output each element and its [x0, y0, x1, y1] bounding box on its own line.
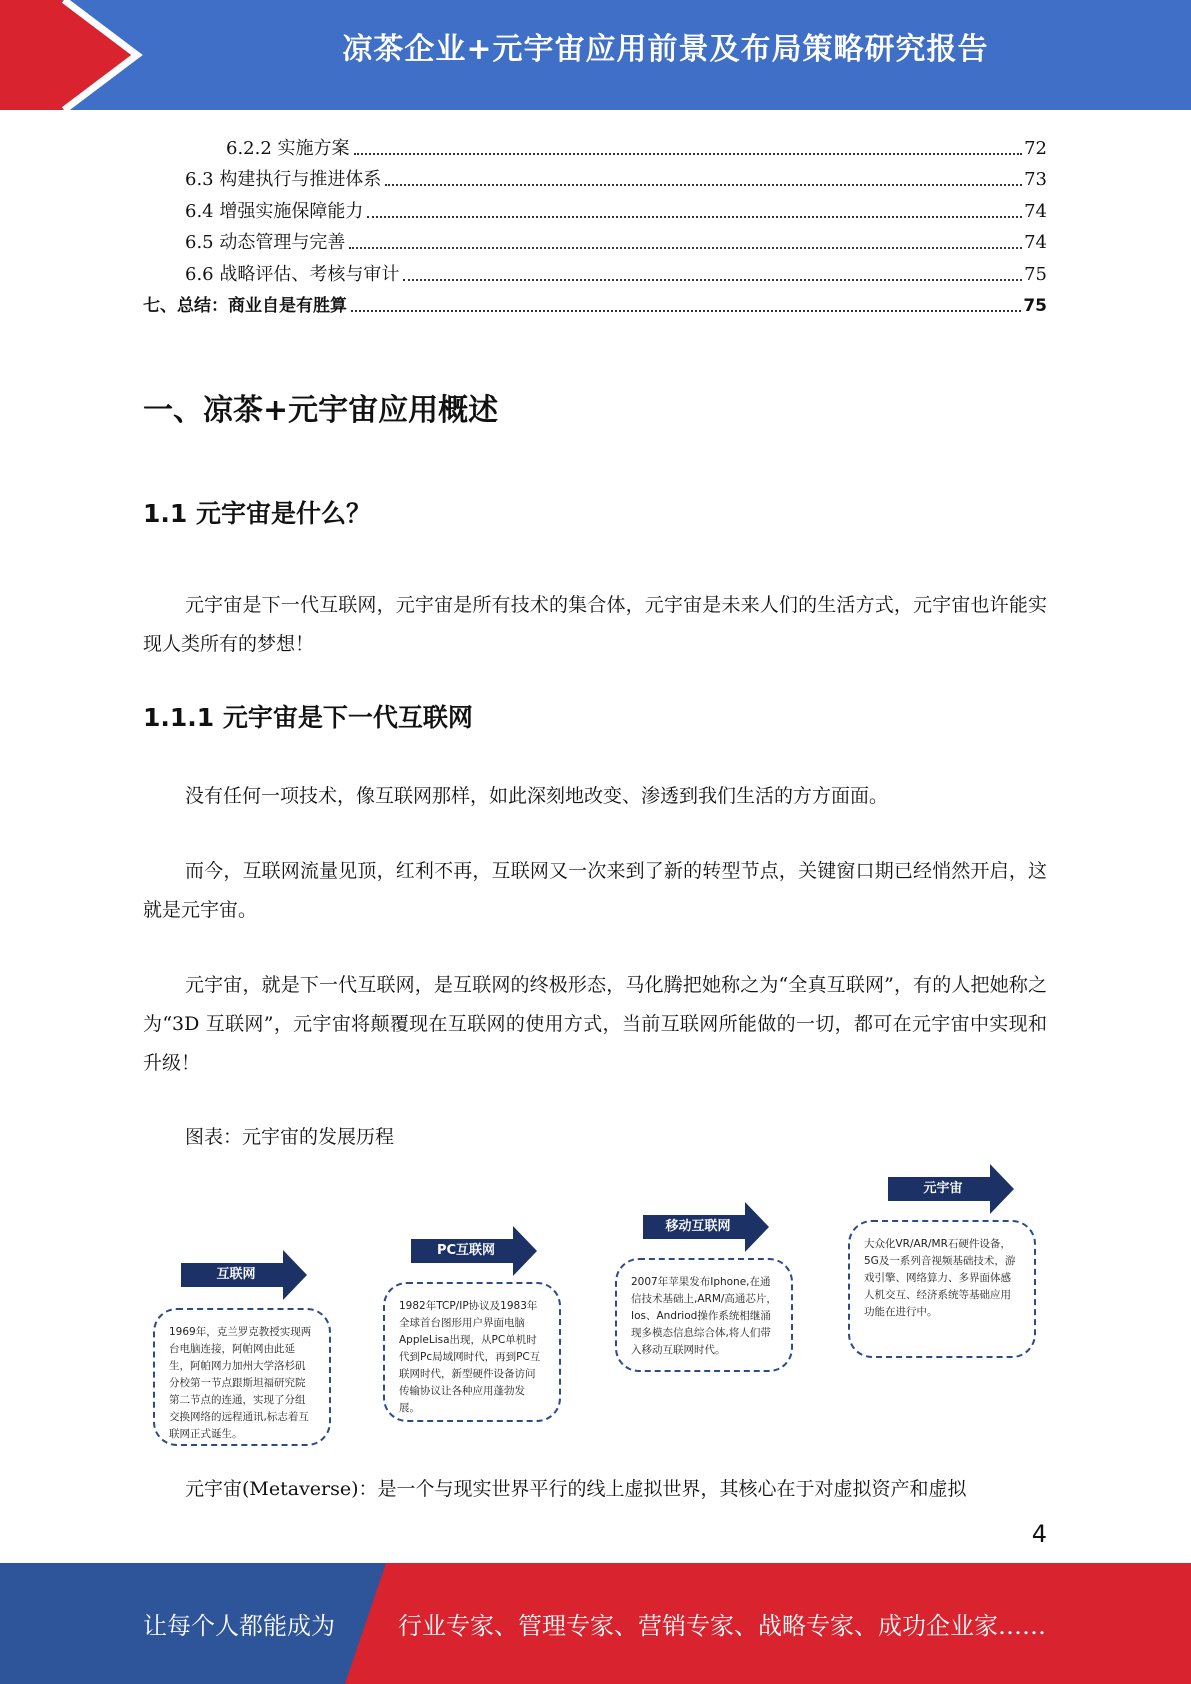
toc-entry-label: 6.5 动态管理与完善	[185, 232, 346, 253]
toc-entry-page: 75	[1023, 296, 1047, 316]
paragraph-metaverse-intro: 元宇宙(Metaverse)：是一个与现实世界平行的线上虚拟世界，其核心在于对虚拟资产和虚拟	[185, 1478, 967, 1500]
stage-label: 互联网	[216, 1267, 256, 1282]
toc-entry-label: 6.2.2 实施方案	[226, 137, 350, 159]
toc-leader-dots	[354, 153, 1023, 155]
toc-entry[interactable]	[143, 286, 1047, 318]
toc-entry-label: 6.6 战略评估、考核与审计	[185, 263, 400, 285]
section-heading-1-1: 1.1 元宇宙是什么？	[143, 499, 371, 528]
toc-entry[interactable]	[143, 254, 1047, 286]
toc-leader-dots	[385, 184, 1022, 186]
footer-slogan-left: 让每个人都能成为	[143, 1612, 335, 1640]
page-header	[0, 0, 1191, 110]
header-red-chevron	[0, 0, 150, 110]
toc-entry-page: 75	[1024, 263, 1047, 285]
stage-description: 1982年TCP/IP协议及1983年全球首台图形用户界面电脑AppleLisa出现，从PC单机时代到Pc局域网时代，再到PC互联网时代，新型硬件设备访问传输协议让各种应用蓬勃发展。	[383, 1282, 561, 1422]
toc-leader-dots	[403, 279, 1022, 281]
toc-entry-page: 74	[1024, 232, 1047, 253]
toc-entry-page: 72	[1024, 137, 1047, 159]
paragraph-internet-impact: 没有任何一项技术，像互联网那样，如此深刻地改变、渗透到我们生活的方方面面。	[185, 785, 889, 807]
section-heading-1-1-1: 1.1.1 元宇宙是下一代互联网	[143, 703, 473, 732]
stage-label: PC互联网	[436, 1243, 496, 1258]
stage-label: 移动互联网	[665, 1219, 731, 1234]
toc-entry[interactable]	[143, 128, 1047, 160]
stage-description: 2007年苹果发布Iphone,在通信技术基础上,ARM/高通芯片，Ios、Andriod操作系统相继涌现多模态信息综合体,将人们带入移动互联网时代。	[615, 1258, 793, 1372]
toc-entry[interactable]	[143, 160, 1047, 192]
footer-slogan-right: 行业专家、管理专家、营销专家、战略专家、成功企业家……	[398, 1612, 1046, 1640]
toc-entry-label: 6.4 增强实施保障能力	[185, 200, 364, 222]
toc-entry-label: 6.3 构建执行与推进体系	[185, 169, 382, 190]
stage-description: 1969年，克兰罗克教授实现两台电脑连接，阿帕网由此延生，阿帕网力加州大学洛杉矶分校第一节点跟斯坦福研究院第二节点的连通，实现了分组交换网络的远程通讯,标志着互联网正式诞生。	[153, 1308, 331, 1446]
table-of-contents	[143, 128, 1047, 317]
section-heading-1: 一、凉茶+元宇宙应用概述	[143, 393, 499, 428]
report-title: 凉茶企业+元宇宙应用前景及布局策略研究报告	[342, 32, 989, 67]
paragraph-metaverse-definition: 元宇宙是下一代互联网，元宇宙是所有技术的集合体，元宇宙是未来人们的生活方式，元宇宙也许能实现人类所有的梦想！	[143, 594, 1047, 655]
toc-entry-page: 73	[1024, 169, 1047, 190]
stage-label: 元宇宙	[923, 1181, 963, 1196]
page-number: 4	[1031, 1520, 1047, 1548]
stage-description: 大众化VR/AR/MR石硬件设备，5G及一系列音视频基础技术，游戏引擎、网络算力、多界面体感人机交互、经济系统等基础应用功能在进行中。	[848, 1220, 1036, 1358]
figure-caption: 图表：元宇宙的发展历程	[185, 1126, 395, 1148]
toc-leader-dots	[351, 310, 1021, 312]
paragraph-next-internet: 元宇宙，就是下一代互联网，是互联网的终极形态，马化腾把她称之为“全真互联网”，有的人把她称之为“3D 互联网”，元宇宙将颠覆现在互联网的使用方式，当前互联网所能做的一切，都可在元宇宙中实现和升级！	[143, 974, 1047, 1074]
toc-entry-page: 74	[1024, 200, 1047, 222]
toc-leader-dots	[349, 247, 1022, 249]
toc-entry-label: 七、总结：商业自是有胜算	[143, 296, 347, 316]
toc-entry[interactable]	[143, 191, 1047, 223]
toc-entry[interactable]	[143, 223, 1047, 255]
toc-leader-dots	[367, 216, 1022, 218]
development-timeline-figure	[143, 1160, 1047, 1450]
paragraph-transition: 而今，互联网流量见顶，红利不再，互联网又一次来到了新的转型节点，关键窗口期已经悄然开启，这就是元宇宙。	[143, 860, 1047, 921]
